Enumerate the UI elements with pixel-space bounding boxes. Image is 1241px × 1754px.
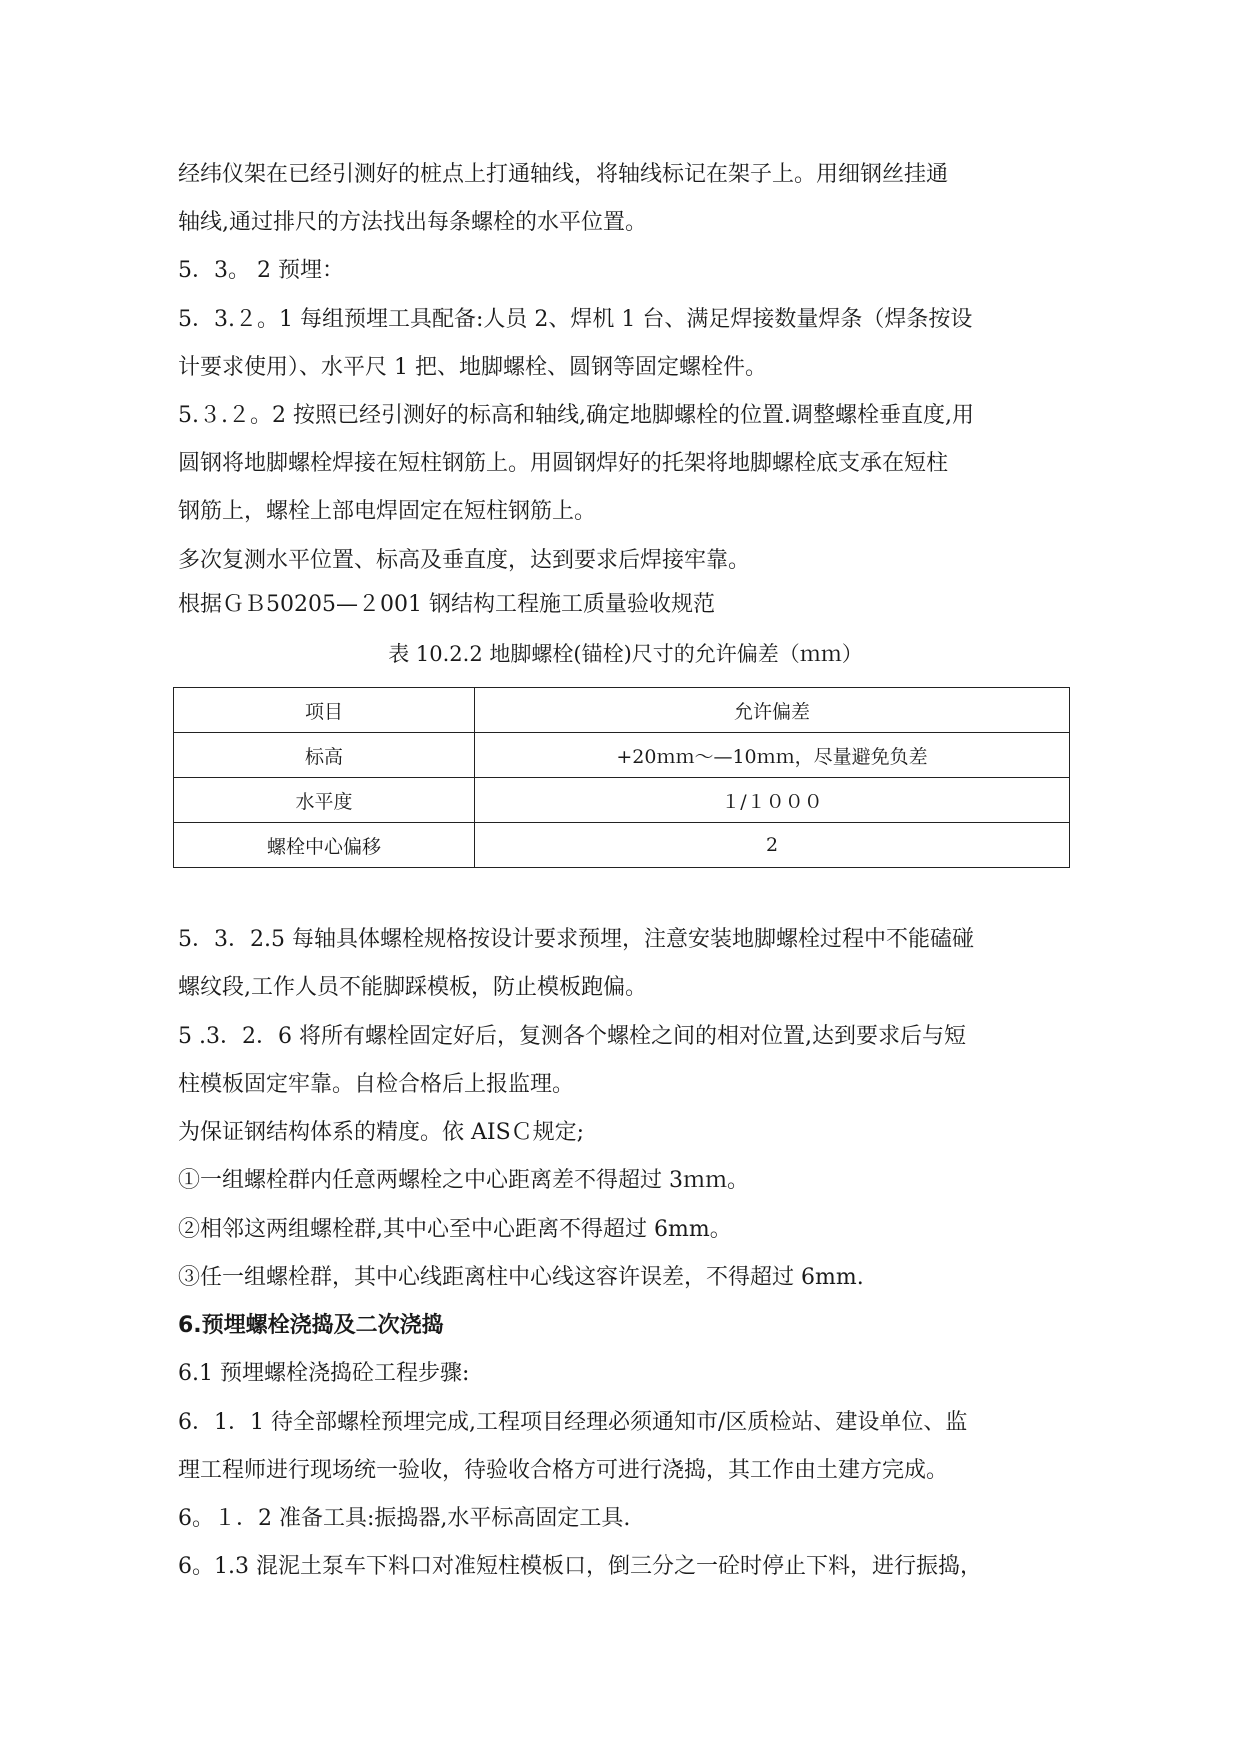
table-cell: 水平度 [174, 778, 475, 823]
text-line: 5．3。 2 预埋： [178, 258, 344, 283]
section-heading: 6.预埋螺栓浇捣及二次浇捣 [178, 1313, 444, 1338]
table-header-cell: 项目 [174, 688, 475, 733]
text-line: 5 .3．2．6 将所有螺栓固定好后，复测各个螺栓之间的相对位置,达到要求后与短 [178, 1024, 966, 1049]
text-line: ①一组螺栓群内任意两螺栓之中心距离差不得超过 3ｍｍ。 [178, 1168, 749, 1193]
text-line: 5．3．2.5 每轴具体螺栓规格按设计要求预埋，注意安装地脚螺栓过程中不能磕碰 [178, 927, 974, 952]
text-line: 为保证钢结构体系的精度。依 AISＣ规定; [178, 1120, 585, 1145]
text-line: 6。1.3 混泥土泵车下料口对准短柱模板口，倒三分之一砼时停止下料，进行振捣， [178, 1554, 982, 1579]
table-cell: +20ｍｍ～—10ｍｍ，尽量避免负差 [475, 733, 1070, 778]
text-line: 理工程师进行现场统一验收，待验收合格方可进行浇捣，其工作由土建方完成。 [178, 1458, 949, 1483]
text-line: ③任一组螺栓群，其中心线距离柱中心线这容许误差，不得超过 6mm. [178, 1265, 864, 1290]
table-caption: 表 10.2.2 地脚螺栓(锚栓)尺寸的允许偏差（ｍｍ） [388, 642, 863, 666]
text-line: 6.1 预埋螺栓浇捣砼工程步骤: [178, 1361, 470, 1386]
text-line: ②相邻这两组螺栓群,其中心至中心距离不得超过 6mm。 [178, 1217, 732, 1242]
table-row [174, 823, 1070, 868]
table-cell: 螺栓中心偏移 [174, 823, 475, 868]
text-line: 钢筋上，螺栓上部电焊固定在短柱钢筋上。 [178, 499, 597, 524]
table-header-cell: 允许偏差 [475, 688, 1070, 733]
table-row [174, 733, 1070, 778]
text-line: 柱模板固定牢靠。自检合格后上报监理。 [178, 1072, 575, 1097]
text-line: 多次复测水平位置、标高及垂直度，达到要求后焊接牢靠。 [178, 548, 751, 573]
tolerance-table [173, 687, 1070, 868]
table-header-row [174, 688, 1070, 733]
table-cell: 2 [475, 823, 1070, 868]
table-cell: 标高 [174, 733, 475, 778]
text-line: 经纬仪架在已经引测好的桩点上打通轴线，将轴线标记在架子上。用细钢丝挂通 [178, 162, 949, 187]
table-cell: １/１０００ [475, 778, 1070, 823]
text-line: 6。１．2 准备工具:振捣器,水平标高固定工具. [178, 1506, 631, 1531]
text-line: 5．3.２。1 每组预埋工具配备:人员 2、焊机 1 台、满足焊接数量焊条（焊条按设 [178, 307, 973, 332]
text-line: 根据ＧＢ50205—２001 钢结构工程施工质量验收规范 [178, 592, 715, 617]
text-line: 6．1．1 待全部螺栓预埋完成,工程项目经理必须通知市/区质检站、建设单位、监 [178, 1410, 968, 1435]
text-line: 轴线,通过排尺的方法找出每条螺栓的水平位置。 [178, 210, 647, 235]
table-row [174, 778, 1070, 823]
text-line: 5.３.２。2 按照已经引测好的标高和轴线,确定地脚螺栓的位置.调整螺栓垂直度,用 [178, 403, 974, 428]
text-line: 计要求使用）、水平尺 1 把、地脚螺栓、圆钢等固定螺栓件。 [178, 355, 767, 380]
text-line: 螺纹段,工作人员不能脚踩模板，防止模板跑偏。 [178, 975, 647, 1000]
text-line: 圆钢将地脚螺栓焊接在短柱钢筋上。用圆钢焊好的托架将地脚螺栓底支承在短柱 [178, 451, 949, 476]
